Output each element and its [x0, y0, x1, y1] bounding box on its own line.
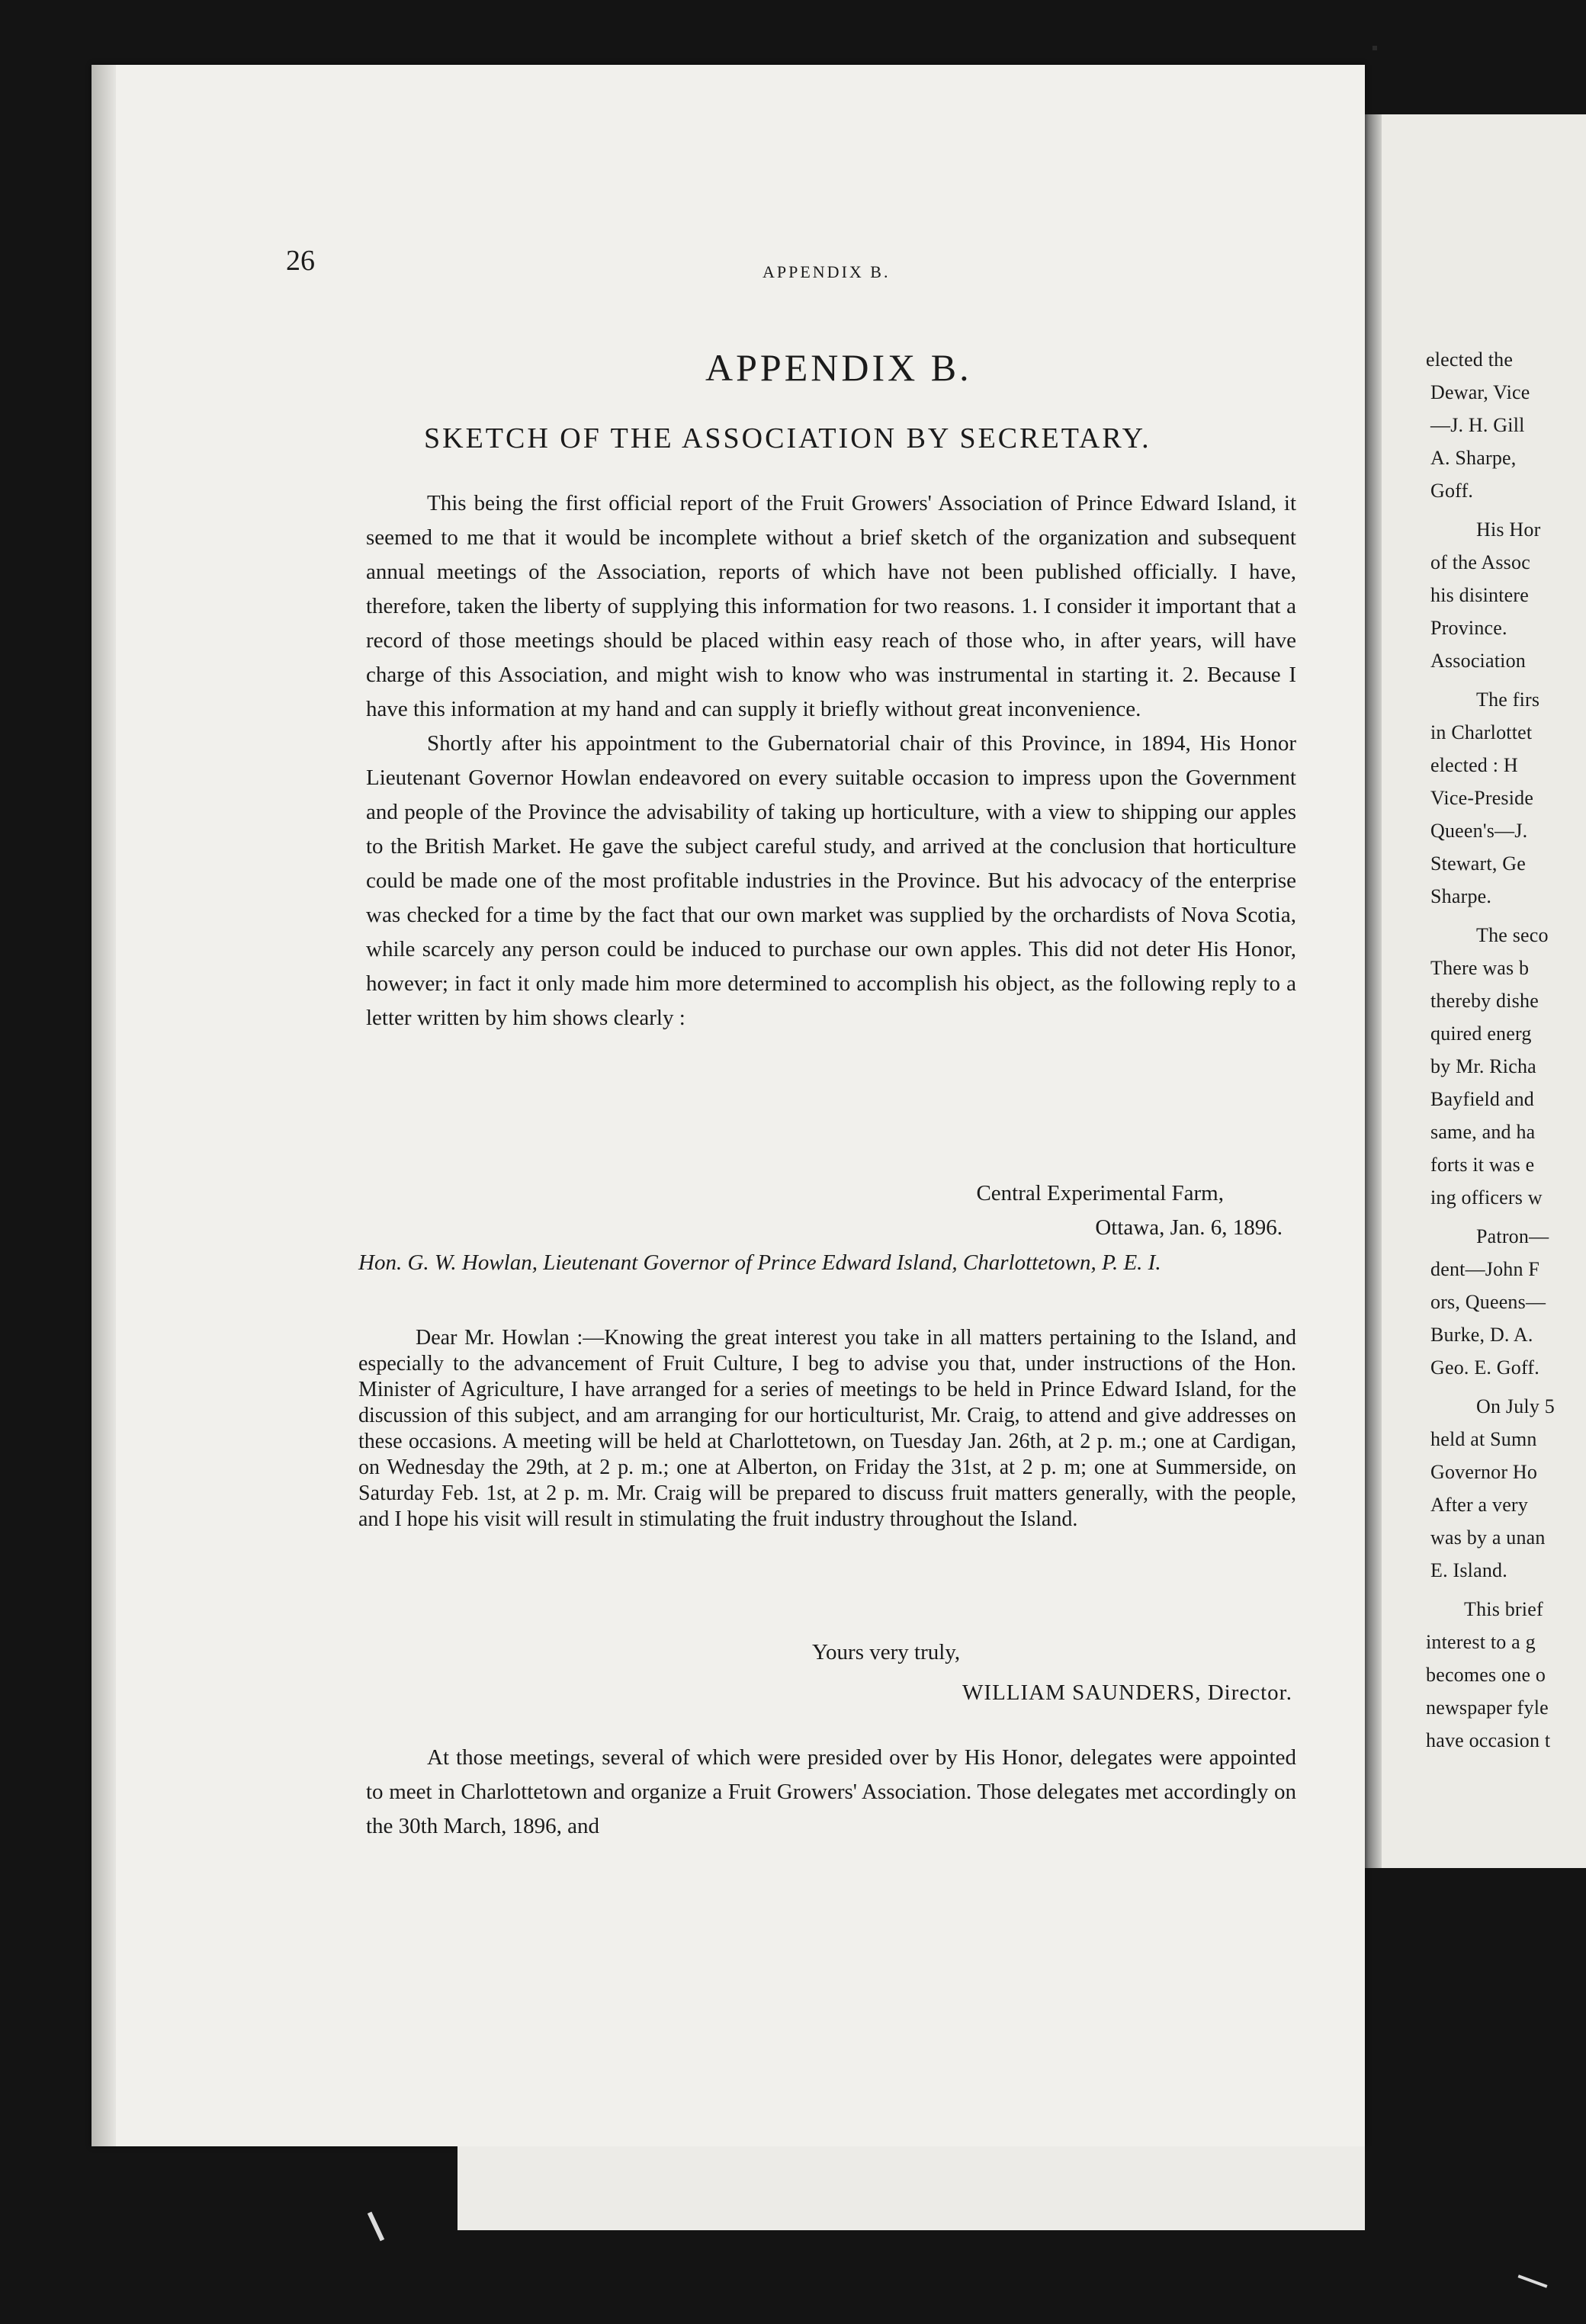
right-line: Governor Ho: [1430, 1461, 1538, 1483]
right-line: forts it was e: [1430, 1154, 1535, 1176]
right-line: elected the: [1426, 348, 1514, 371]
paragraph: Shortly after his appointment to the Gubernatorial chair of this Province, in 1894, His Honor Lieutenant Governor Howlan endeavored on every suitable occasion to impress upon the Government and people of the Province the advisability of taking up horticulture, with a view to shipping our apples to the British Market. He gave the subject careful study, and arrived at the conclusion that horticulture could be made one of the most profitable industries in the Province. But his advocacy of the enterprise was checked for a time by the fact that our own market was supplied by the orchardists of Nova Scotia, while scarcely any person could be induced to purchase our own apples. This did not deter His Honor, however; in fact it only made him more determined to accomplish his object, as the following reply to a letter written by him shows clearly :: [366, 731, 1296, 1030]
right-line: newspaper fyle: [1426, 1696, 1549, 1719]
right-line: After a very: [1430, 1494, 1528, 1516]
right-line: his disintere: [1430, 584, 1529, 606]
right-line: The seco: [1476, 924, 1549, 946]
film-scratch: [368, 2212, 384, 2242]
background-mark: [1372, 46, 1377, 50]
right-line: Queen's—J.: [1430, 820, 1528, 842]
right-line: ing officers w: [1430, 1186, 1543, 1209]
letter-addressee: [358, 1247, 1296, 1278]
right-line: same, and ha: [1430, 1121, 1536, 1143]
right-line: Geo. E. Goff.: [1430, 1356, 1539, 1379]
right-line: Stewart, Ge: [1430, 852, 1526, 875]
right-line: —J. H. Gill: [1430, 414, 1525, 436]
right-line: thereby dishe: [1430, 990, 1539, 1012]
page-number: 26: [286, 245, 315, 277]
paragraph: This being the first official report of the Fruit Growers' Association of Prince Edward Island, it seemed to me that it would be incomplete without a brief sketch of the organization and subsequent annual meetings of the Association, reports of which have not been published officially. I have, therefore, taken the liberty of supplying this information for two reasons. 1. I consider it important that a record of those meetings should be placed within easy reach of those who, in after years, will have charge of this Association, and might wish to know who was instrumental in starting it. 2. Because I have this information at my hand and can supply it briefly without great inconvenience.: [366, 491, 1296, 721]
right-page-block-2: [1426, 513, 1586, 677]
right-line: On July 5: [1476, 1395, 1555, 1417]
letter-body: [358, 1325, 1296, 1533]
right-line: Dewar, Vice: [1430, 381, 1530, 403]
right-line: Bayfield and: [1430, 1088, 1534, 1110]
right-page-block-6: [1426, 1390, 1586, 1587]
right-line: becomes one o: [1426, 1664, 1546, 1686]
right-line: Province.: [1430, 617, 1507, 639]
right-line: This brief: [1464, 1598, 1543, 1620]
right-line: dent—John F: [1430, 1258, 1540, 1280]
right-page-block-5: [1426, 1220, 1586, 1384]
right-line: quired energ: [1430, 1022, 1532, 1045]
right-line: Goff.: [1430, 480, 1474, 502]
right-line: Association: [1430, 650, 1526, 672]
running-head: APPENDIX B.: [762, 262, 891, 281]
right-page-block-4: [1426, 919, 1586, 1214]
right-line: E. Island.: [1430, 1559, 1507, 1581]
right-line: Vice-Preside: [1430, 787, 1534, 809]
film-scratch: [1518, 2274, 1548, 2287]
right-line: Sharpe.: [1430, 885, 1492, 907]
letter-date-line: Ottawa, Jan. 6, 1896.: [1095, 1215, 1283, 1240]
letter-signature: WILLIAM SAUNDERS, Director.: [962, 1680, 1292, 1705]
right-line: was by a unan: [1430, 1526, 1546, 1549]
right-line: interest to a g: [1426, 1631, 1536, 1653]
right-line: The firs: [1476, 689, 1540, 711]
letter-addressee-text: Hon. G. W. Howlan, Lieutenant Governor of Prince Edward Island, Charlottetown, P. E. I.: [358, 1250, 1161, 1275]
right-line: ors, Queens—: [1430, 1291, 1546, 1313]
right-page-block-7: [1426, 1593, 1586, 1757]
letter-heading: [366, 1176, 1296, 1245]
appendix-title: APPENDIX B.: [705, 346, 972, 389]
right-line: Patron—: [1476, 1225, 1549, 1247]
right-line: of the Assoc: [1430, 551, 1530, 573]
right-line: have occasion t: [1426, 1729, 1551, 1751]
letter-body-text: Dear Mr. Howlan :—Knowing the great interest you take in all matters pertaining to the Island, and especially to the advancement of Fruit Culture, I beg to advise you that, under instructions of the Hon. Minister of Agriculture, I have arranged for a series of meetings to be held in Prince Edward Island, for the discussion of this subject, and am arranging for our horticulturist, Mr. Craig, to attend and give addresses on these occasions. A meeting will be held at Charlottetown, on Tuesday Jan. 26th, at 2 p. m.; one at Cardigan, on Wednesday the 29th, at 2 p. m.; one at Alberton, on Friday the 31st, at 2 p. m; one at Summerside, on Saturday Feb. 1st, at 2 p. m. Mr. Craig will be prepared to discuss fruit matters generally, with the people, and I hope his visit will result in stimulating the fruit industry throughout the Island.: [358, 1326, 1296, 1531]
letter-from-line: Central Experimental Farm,: [976, 1181, 1224, 1205]
appendix-subtitle: SKETCH OF THE ASSOCIATION BY SECRETARY.: [424, 422, 1151, 454]
right-line: Burke, D. A.: [1430, 1324, 1533, 1346]
letter-closing: Yours very truly,: [812, 1640, 961, 1664]
page-bottom-strip: [458, 2146, 1365, 2230]
body-text-continued: [366, 1741, 1296, 1844]
right-line: There was b: [1430, 957, 1530, 979]
letter-closing-block: [366, 1635, 1296, 1710]
paragraph: At those meetings, several of which were presided over by His Honor, delegates were appointed to meet in Charlottetown and organize a Fruit Growers' Association. Those delegates met accordingly on the 30th March, 1896, and: [366, 1745, 1296, 1838]
right-line: elected : H: [1430, 754, 1518, 776]
right-line: His Hor: [1476, 518, 1541, 541]
body-text: [366, 486, 1296, 1035]
right-line: A. Sharpe,: [1430, 447, 1517, 469]
right-line: by Mr. Richa: [1430, 1055, 1536, 1077]
right-page-block-3: [1426, 683, 1586, 913]
right-line: in Charlottet: [1430, 721, 1533, 743]
right-line: held at Sumn: [1430, 1428, 1537, 1450]
